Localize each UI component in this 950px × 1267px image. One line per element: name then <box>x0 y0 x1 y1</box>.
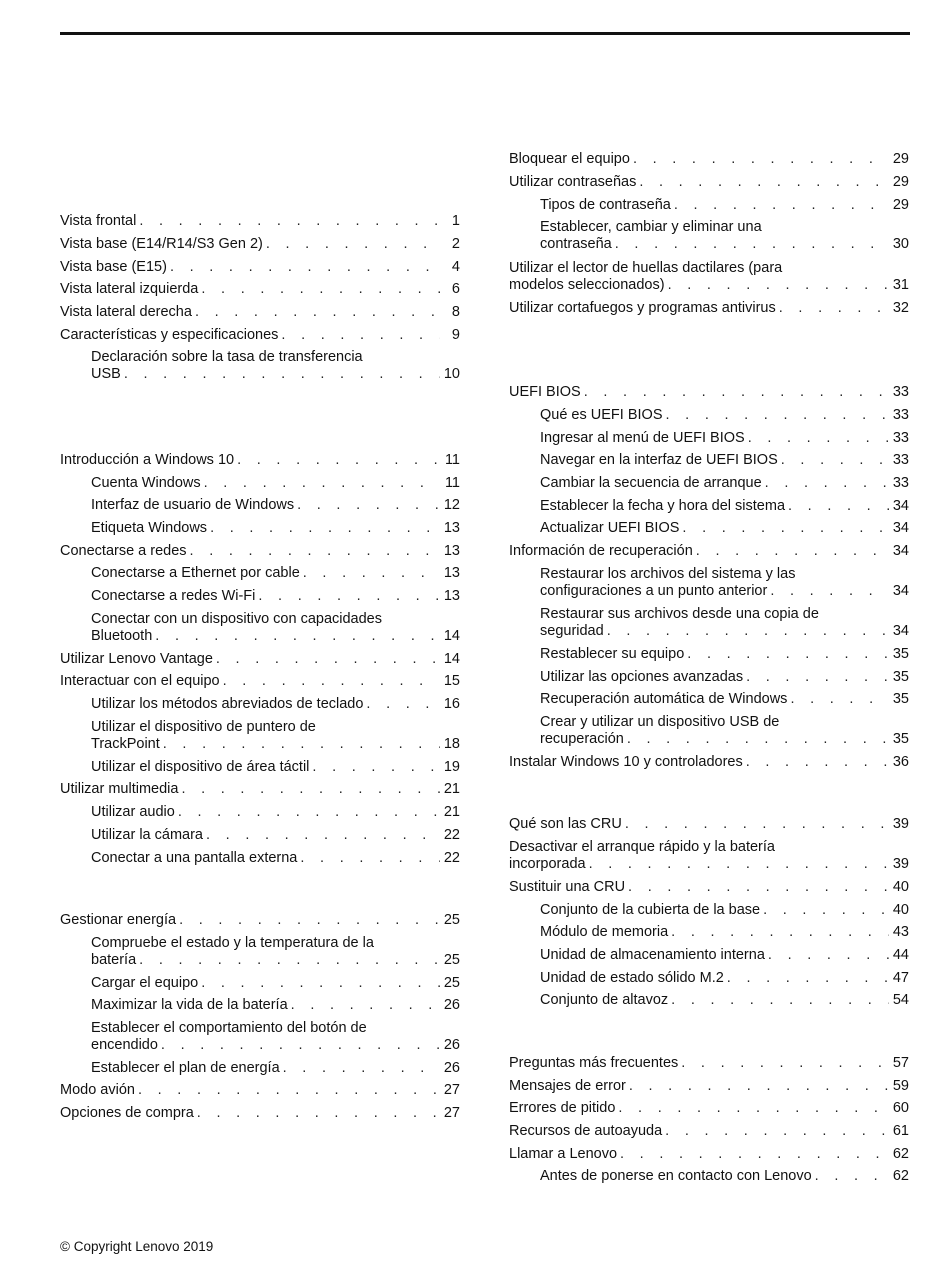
toc-entry-caracteristicas-y-especificaciones[interactable] <box>60 327 460 344</box>
dot-leader <box>204 475 440 492</box>
toc-entry-label: incorporada <box>509 856 586 872</box>
toc-entry-label: Errores de pitido <box>509 1100 616 1116</box>
toc-entry-page-number: 19 <box>443 759 460 775</box>
dot-leader <box>300 850 439 867</box>
toc-entry-label: Establecer el plan de energía <box>91 1060 280 1076</box>
toc-entry-label-line1: Compruebe el estado y la temperatura de la <box>91 935 374 951</box>
toc-entry-label-line1: Utilizar el dispositivo de puntero de <box>91 719 316 735</box>
toc-entry-label: Conectar a una pantalla externa <box>91 850 298 866</box>
toc-entry-utilizar-los-metodos-abreviados-de-teclado[interactable] <box>91 696 460 713</box>
toc-entry-label: Utilizar la cámara <box>91 827 203 843</box>
toc-entry-label-line1: Conectar con un dispositivo con capacidades <box>91 611 382 627</box>
toc-entry-page-number: 29 <box>892 174 909 190</box>
toc-entry-page-number: 33 <box>892 452 909 468</box>
toc-entry-page-number: 29 <box>892 151 909 167</box>
toc-entry-page-number: 40 <box>892 902 909 918</box>
toc-entry-modulo-de-memoria[interactable] <box>540 924 909 941</box>
toc-entry-opciones-de-compra[interactable] <box>60 1105 460 1122</box>
toc-entry-page-number: 34 <box>892 543 909 559</box>
dot-leader <box>181 781 439 798</box>
toc-entry-maximizar-la-vida-de-la-bateria[interactable] <box>91 997 460 1014</box>
toc-entry-label: Sustituir una CRU <box>509 879 626 895</box>
dot-leader <box>161 1037 440 1054</box>
toc-entry-page-number: 39 <box>892 816 909 832</box>
toc-entry-ingresar-al-menu-de-uefi-bios[interactable] <box>540 430 909 447</box>
toc-entry-page-number: 47 <box>892 970 909 986</box>
toc-entry-label: Utilizar cortafuegos y programas antivirus <box>509 300 776 316</box>
toc-entry-utilizar-las-opciones-avanzadas[interactable] <box>540 669 909 686</box>
toc-entry-antes-de-ponerse-en-contacto-con-lenovo[interactable] <box>540 1168 909 1185</box>
dot-leader <box>179 912 440 929</box>
toc-entry-page-number: 22 <box>443 850 460 866</box>
toc-entry-label: Etiqueta Windows <box>91 520 208 536</box>
toc-entry-page-number: 30 <box>892 236 909 252</box>
dot-leader <box>291 997 440 1014</box>
toc-entry-label: Mensajes de error <box>509 1078 626 1094</box>
toc-entry-page-number: 8 <box>451 304 460 320</box>
dot-leader <box>201 975 440 992</box>
toc-entry-label-line1: Desactivar el arranque rápido y la batería <box>509 839 775 855</box>
dot-leader <box>627 731 889 748</box>
toc-entry-label-line1: Establecer, cambiar y eliminar una <box>540 219 762 235</box>
toc-entry-utilizar-el-lector-de-huellas-dactilares-para[interactable] <box>509 260 909 294</box>
toc-entry-page-number: 1 <box>451 213 460 229</box>
dot-leader <box>139 213 440 230</box>
top-rule <box>60 32 910 35</box>
dot-leader <box>281 327 440 344</box>
toc-entry-page-number: 12 <box>443 497 460 513</box>
toc-entry-actualizar-uefi-bios[interactable] <box>540 520 909 537</box>
dot-leader <box>124 366 440 383</box>
toc-entry-page-number: 36 <box>892 754 909 770</box>
toc-entry-que-son-las-cru[interactable] <box>509 816 909 833</box>
toc-entry-label: Utilizar las opciones avanzadas <box>540 669 744 685</box>
toc-entry-label-line1: Establecer el comportamiento del botón de <box>91 1020 367 1036</box>
toc-entry-compruebe-el-estado-y-la-temperatura-de-la[interactable] <box>91 935 460 969</box>
dot-leader <box>584 384 889 401</box>
toc-entry-restaurar-sus-archivos-desde-una-copia-de[interactable] <box>540 606 909 640</box>
toc-entry-page-number: 35 <box>892 691 909 707</box>
toc-entry-conjunto-de-altavoz[interactable] <box>540 992 909 1009</box>
toc-entry-vista-base-e15[interactable] <box>60 259 460 276</box>
toc-entry-page-number: 26 <box>443 997 460 1013</box>
toc-entry-page-number: 21 <box>443 804 460 820</box>
toc-entry-label: Establecer la fecha y hora del sistema <box>540 498 786 514</box>
toc-entry-page-number: 6 <box>451 281 460 297</box>
dot-leader <box>625 816 889 833</box>
toc-entry-conectar-con-un-dispositivo-con-capacidades[interactable] <box>91 611 460 645</box>
toc-entry-vista-base-e14-r14-s3-gen-2[interactable] <box>60 236 460 253</box>
toc-entry-label-line1: Declaración sobre la tasa de transferencia <box>91 349 363 365</box>
toc-entry-utilizar-el-dispositivo-de-area-tactil[interactable] <box>91 759 460 776</box>
toc-entry-page-number: 34 <box>892 520 909 536</box>
toc-entry-uefi-bios[interactable] <box>509 384 909 401</box>
dot-leader <box>178 804 440 821</box>
toc-entry-label: recuperación <box>540 731 624 747</box>
toc-entry-label: Interactuar con el equipo <box>60 673 220 689</box>
toc-entry-page-number: 44 <box>892 947 909 963</box>
dot-leader <box>216 651 440 668</box>
dot-leader <box>746 754 889 771</box>
toc-entry-etiqueta-windows[interactable] <box>91 520 460 537</box>
toc-entry-page-number: 10 <box>443 366 460 382</box>
toc-entry-conectarse-a-ethernet-por-cable[interactable] <box>91 565 460 582</box>
toc-entry-label: Utilizar el dispositivo de área táctil <box>91 759 310 775</box>
dot-leader <box>815 1168 889 1185</box>
toc-entry-page-number: 26 <box>443 1037 460 1053</box>
toc-entry-label: Antes de ponerse en contacto con Lenovo <box>540 1168 812 1184</box>
dot-leader <box>210 520 440 537</box>
toc-entry-bloquear-el-equipo[interactable] <box>509 151 909 168</box>
toc-entry-modo-avion[interactable] <box>60 1082 460 1099</box>
toc-entry-page-number: 57 <box>892 1055 909 1071</box>
toc-entry-page-number: 62 <box>892 1146 909 1162</box>
dot-leader <box>674 197 889 214</box>
toc-entry-page-number: 34 <box>892 623 909 639</box>
toc-entry-page-number: 35 <box>892 646 909 662</box>
toc-entry-introduccion-a-windows-10[interactable] <box>60 452 460 469</box>
toc-entry-tipos-de-contrasena[interactable] <box>540 197 909 214</box>
dot-leader <box>788 498 889 515</box>
dot-leader <box>618 1100 888 1117</box>
toc-entry-label: USB <box>91 366 121 382</box>
toc-entry-page-number: 13 <box>443 565 460 581</box>
toc-entry-label: Maximizar la vida de la batería <box>91 997 288 1013</box>
toc-entry-label: Preguntas más frecuentes <box>509 1055 679 1071</box>
toc-entry-label: Bloquear el equipo <box>509 151 630 167</box>
dot-leader <box>668 277 889 294</box>
dot-leader <box>671 924 889 941</box>
toc-entry-page-number: 16 <box>443 696 460 712</box>
dot-leader <box>206 827 440 844</box>
toc-entry-interactuar-con-el-equipo[interactable] <box>60 673 460 690</box>
dot-leader <box>283 1060 440 1077</box>
toc-entry-conectarse-a-redes[interactable] <box>60 543 460 560</box>
toc-entry-label: Utilizar los métodos abreviados de teclado <box>91 696 364 712</box>
dot-leader <box>671 992 889 1009</box>
toc-entry-label-line1: Restaurar los archivos del sistema y las <box>540 566 796 582</box>
toc-entry-que-es-uefi-bios[interactable] <box>540 407 909 424</box>
toc-entry-vista-lateral-izquierda[interactable] <box>60 281 460 298</box>
toc-entry-label: configuraciones a un punto anterior <box>540 583 768 599</box>
toc-entry-page-number: 31 <box>892 277 909 293</box>
toc-entry-preguntas-mas-frecuentes[interactable] <box>509 1055 909 1072</box>
dot-leader <box>748 430 889 447</box>
toc-entry-page-number: 13 <box>443 520 460 536</box>
toc-entry-unidad-de-estado-solido-m-2[interactable] <box>540 970 909 987</box>
dot-leader <box>139 952 440 969</box>
dot-leader <box>303 565 440 582</box>
toc-entry-label: Cambiar la secuencia de arranque <box>540 475 762 491</box>
toc-entry-label: Instalar Windows 10 y controladores <box>509 754 743 770</box>
toc-entry-label: Navegar en la interfaz de UEFI BIOS <box>540 452 778 468</box>
toc-entry-page-number: 2 <box>451 236 460 252</box>
dot-leader <box>765 475 889 492</box>
toc-entry-page-number: 27 <box>443 1082 460 1098</box>
toc-entry-utilizar-el-dispositivo-de-puntero-de[interactable] <box>91 719 460 753</box>
toc-entry-vista-frontal[interactable] <box>60 213 460 230</box>
toc-entry-mensajes-de-error[interactable] <box>509 1078 909 1095</box>
toc-entry-page-number: 43 <box>892 924 909 940</box>
toc-entry-label: Cuenta Windows <box>91 475 201 491</box>
toc-entry-page-number: 25 <box>443 952 460 968</box>
toc-entry-label: seguridad <box>540 623 604 639</box>
toc-entry-utilizar-multimedia[interactable] <box>60 781 460 798</box>
dot-leader <box>633 151 889 168</box>
toc-entry-llamar-a-lenovo[interactable] <box>509 1146 909 1163</box>
toc-entry-page-number: 33 <box>892 430 909 446</box>
toc-entry-label: contraseña <box>540 236 612 252</box>
toc-entry-label: encendido <box>91 1037 158 1053</box>
dot-leader <box>770 583 889 600</box>
toc-entry-label: Actualizar UEFI BIOS <box>540 520 680 536</box>
toc-entry-utilizar-lenovo-vantage[interactable] <box>60 651 460 668</box>
toc-entry-interfaz-de-usuario-de-windows[interactable] <box>91 497 460 514</box>
toc-entry-unidad-de-almacenamiento-interna[interactable] <box>540 947 909 964</box>
dot-leader <box>589 856 889 873</box>
toc-entry-utilizar-contrasenas[interactable] <box>509 174 909 191</box>
toc-entry-page-number: 18 <box>443 736 460 752</box>
toc-entry-desactivar-el-arranque-rapido-y-la-bateria[interactable] <box>509 839 909 873</box>
dot-leader <box>666 407 889 424</box>
toc-entry-label: Gestionar energía <box>60 912 177 928</box>
toc-entry-label-line1: Crear y utilizar un dispositivo USB de <box>540 714 780 730</box>
toc-entry-label: Bluetooth <box>91 628 153 644</box>
toc-entry-page-number: 35 <box>892 669 909 685</box>
dot-leader <box>682 520 888 537</box>
toc-entry-label: Opciones de compra <box>60 1105 194 1121</box>
toc-entry-label: Tipos de contraseña <box>540 197 671 213</box>
dot-leader <box>696 543 889 560</box>
toc-entry-cambiar-la-secuencia-de-arranque[interactable] <box>540 475 909 492</box>
toc-entry-conectarse-a-redes-wi-fi[interactable] <box>91 588 460 605</box>
dot-leader <box>237 452 440 469</box>
toc-entry-label: TrackPoint <box>91 736 160 752</box>
toc-entry-utilizar-audio[interactable] <box>91 804 460 821</box>
toc-entry-page-number: 27 <box>443 1105 460 1121</box>
dot-leader <box>190 543 440 560</box>
toc-entry-establecer-la-fecha-y-hora-del-sistema[interactable] <box>540 498 909 515</box>
toc-entry-page-number: 22 <box>443 827 460 843</box>
toc-entry-label: Módulo de memoria <box>540 924 669 940</box>
toc-entry-page-number: 25 <box>443 912 460 928</box>
dot-leader <box>629 1078 889 1095</box>
dot-leader <box>639 174 889 191</box>
dot-leader <box>781 452 889 469</box>
toc-entry-label: Utilizar contraseñas <box>509 174 637 190</box>
toc-entry-page-number: 14 <box>443 628 460 644</box>
toc-entry-page-number: 11 <box>444 452 460 468</box>
toc-entry-page-number: 13 <box>443 588 460 604</box>
dot-leader <box>779 300 889 317</box>
toc-entry-label: batería <box>91 952 137 968</box>
dot-leader <box>615 236 889 253</box>
dot-leader <box>223 673 440 690</box>
toc-entry-recursos-de-autoayuda[interactable] <box>509 1123 909 1140</box>
toc-entry-page-number: 54 <box>892 992 909 1008</box>
toc-entry-page-number: 60 <box>892 1100 909 1116</box>
toc-entry-label: Introducción a Windows 10 <box>60 452 235 468</box>
toc-entry-label: Conjunto de la cubierta de la base <box>540 902 761 918</box>
toc-entry-page-number: 33 <box>892 407 909 423</box>
toc-entry-navegar-en-la-interfaz-de-uefi-bios[interactable] <box>540 452 909 469</box>
toc-entry-restablecer-su-equipo[interactable] <box>540 646 909 663</box>
dot-leader <box>195 304 440 321</box>
toc-entry-label: Información de recuperación <box>509 543 693 559</box>
dot-leader <box>258 588 439 605</box>
toc-entry-label: Qué son las CRU <box>509 816 622 832</box>
dot-leader <box>681 1055 889 1072</box>
toc-entry-cuenta-windows[interactable] <box>91 475 460 492</box>
toc-entry-page-number: 40 <box>892 879 909 895</box>
toc-entry-label: Utilizar multimedia <box>60 781 179 797</box>
toc-entry-establecer-el-comportamiento-del-boton-de[interactable] <box>91 1020 460 1054</box>
toc-entry-recuperacion-automatica-de-windows[interactable] <box>540 691 909 708</box>
dot-leader <box>746 669 889 686</box>
toc-entry-instalar-windows-10-y-controladores[interactable] <box>509 754 909 771</box>
toc-entry-label: Llamar a Lenovo <box>509 1146 618 1162</box>
toc-entry-label: modelos seleccionados) <box>509 277 665 293</box>
copyright-notice: © Copyright Lenovo 2019 <box>60 1239 214 1254</box>
toc-entry-label: Conectarse a redes Wi-Fi <box>91 588 256 604</box>
toc-entry-crear-y-utilizar-un-dispositivo-usb-de[interactable] <box>540 714 909 748</box>
toc-entry-label: Vista base (E15) <box>60 259 167 275</box>
toc-entry-label: Conectarse a Ethernet por cable <box>91 565 300 581</box>
toc-entry-page-number: 59 <box>892 1078 909 1094</box>
toc-entry-label: Conectarse a redes <box>60 543 187 559</box>
dot-leader <box>138 1082 440 1099</box>
dot-leader <box>665 1123 889 1140</box>
toc-entry-label: Vista base (E14/R14/S3 Gen 2) <box>60 236 263 252</box>
dot-leader <box>620 1146 889 1163</box>
toc-entry-label: Interfaz de usuario de Windows <box>91 497 295 513</box>
toc-entry-label: UEFI BIOS <box>509 384 581 400</box>
toc-entry-cargar-el-equipo[interactable] <box>91 975 460 992</box>
dot-leader <box>607 623 889 640</box>
toc-entry-label: Vista lateral derecha <box>60 304 192 320</box>
toc-entry-page-number: 32 <box>892 300 909 316</box>
toc-entry-page-number: 29 <box>892 197 909 213</box>
toc-entry-label: Recursos de autoayuda <box>509 1123 663 1139</box>
dot-leader <box>312 759 439 776</box>
toc-entry-page-number: 13 <box>443 543 460 559</box>
dot-leader <box>163 736 440 753</box>
toc-entry-label-line1: Restaurar sus archivos desde una copia de <box>540 606 819 622</box>
toc-entry-page-number: 35 <box>892 731 909 747</box>
toc-entry-label: Unidad de almacenamiento interna <box>540 947 765 963</box>
toc-entry-establecer-el-plan-de-energia[interactable] <box>91 1060 460 1077</box>
toc-entry-informacion-de-recuperacion[interactable] <box>509 543 909 560</box>
dot-leader <box>628 879 889 896</box>
dot-leader <box>266 236 440 253</box>
toc-entry-label: Ingresar al menú de UEFI BIOS <box>540 430 745 446</box>
toc-entry-label: Unidad de estado sólido M.2 <box>540 970 724 986</box>
toc-entry-conjunto-de-la-cubierta-de-la-base[interactable] <box>540 902 909 919</box>
toc-entry-conectar-a-una-pantalla-externa[interactable] <box>91 850 460 867</box>
toc-entry-page-number: 34 <box>892 498 909 514</box>
toc-entry-label: Vista lateral izquierda <box>60 281 199 297</box>
toc-entry-utilizar-cortafuegos-y-programas-antivirus[interactable] <box>509 300 909 317</box>
toc-entry-vista-lateral-derecha[interactable] <box>60 304 460 321</box>
toc-entry-label: Modo avión <box>60 1082 135 1098</box>
toc-entry-gestionar-energia[interactable] <box>60 912 460 929</box>
toc-entry-label: Restablecer su equipo <box>540 646 685 662</box>
dot-leader <box>687 646 889 663</box>
toc-entry-page-number: 4 <box>451 259 460 275</box>
toc-entry-page-number: 15 <box>443 673 460 689</box>
toc-entry-label-line1: Utilizar el lector de huellas dactilares (para <box>509 260 783 276</box>
toc-entry-page-number: 61 <box>892 1123 909 1139</box>
toc-entry-label: Utilizar Lenovo Vantage <box>60 651 213 667</box>
dot-leader <box>201 281 440 298</box>
dot-leader <box>790 691 888 708</box>
toc-entry-page-number: 33 <box>892 475 909 491</box>
dot-leader <box>763 902 889 919</box>
toc-entry-page-number: 11 <box>444 475 460 491</box>
dot-leader <box>297 497 440 514</box>
toc-entry-page-number: 33 <box>892 384 909 400</box>
toc-entry-sustituir-una-cru[interactable] <box>509 879 909 896</box>
toc-entry-label: Utilizar audio <box>91 804 175 820</box>
toc-entry-label: Cargar el equipo <box>91 975 199 991</box>
dot-leader <box>170 259 440 276</box>
toc-entry-label: Características y especificaciones <box>60 327 279 343</box>
dot-leader <box>727 970 889 987</box>
toc-entry-errores-de-pitido[interactable] <box>509 1100 909 1117</box>
toc-entry-page-number: 25 <box>443 975 460 991</box>
toc-entry-label: Recuperación automática de Windows <box>540 691 788 707</box>
toc-entry-label: Qué es UEFI BIOS <box>540 407 663 423</box>
toc-entry-label: Conjunto de altavoz <box>540 992 669 1008</box>
toc-entry-page-number: 9 <box>451 327 460 343</box>
toc-entry-label: Vista frontal <box>60 213 137 229</box>
toc-entry-page-number: 14 <box>443 651 460 667</box>
dot-leader <box>768 947 889 964</box>
toc-entry-declaracion-sobre-la-tasa-de-transferencia[interactable] <box>91 349 460 383</box>
dot-leader <box>197 1105 440 1122</box>
toc-entry-page-number: 34 <box>892 583 909 599</box>
toc-entry-page-number: 62 <box>892 1168 909 1184</box>
toc-entry-page-number: 21 <box>443 781 460 797</box>
toc-entry-establecer-cambiar-y-eliminar-una[interactable] <box>540 219 909 253</box>
toc-entry-restaurar-los-archivos-del-sistema-y-las[interactable] <box>540 566 909 600</box>
toc-entry-utilizar-la-camara[interactable] <box>91 827 460 844</box>
toc-entry-page-number: 39 <box>892 856 909 872</box>
dot-leader <box>366 696 439 713</box>
toc-entry-page-number: 26 <box>443 1060 460 1076</box>
dot-leader <box>155 628 440 645</box>
